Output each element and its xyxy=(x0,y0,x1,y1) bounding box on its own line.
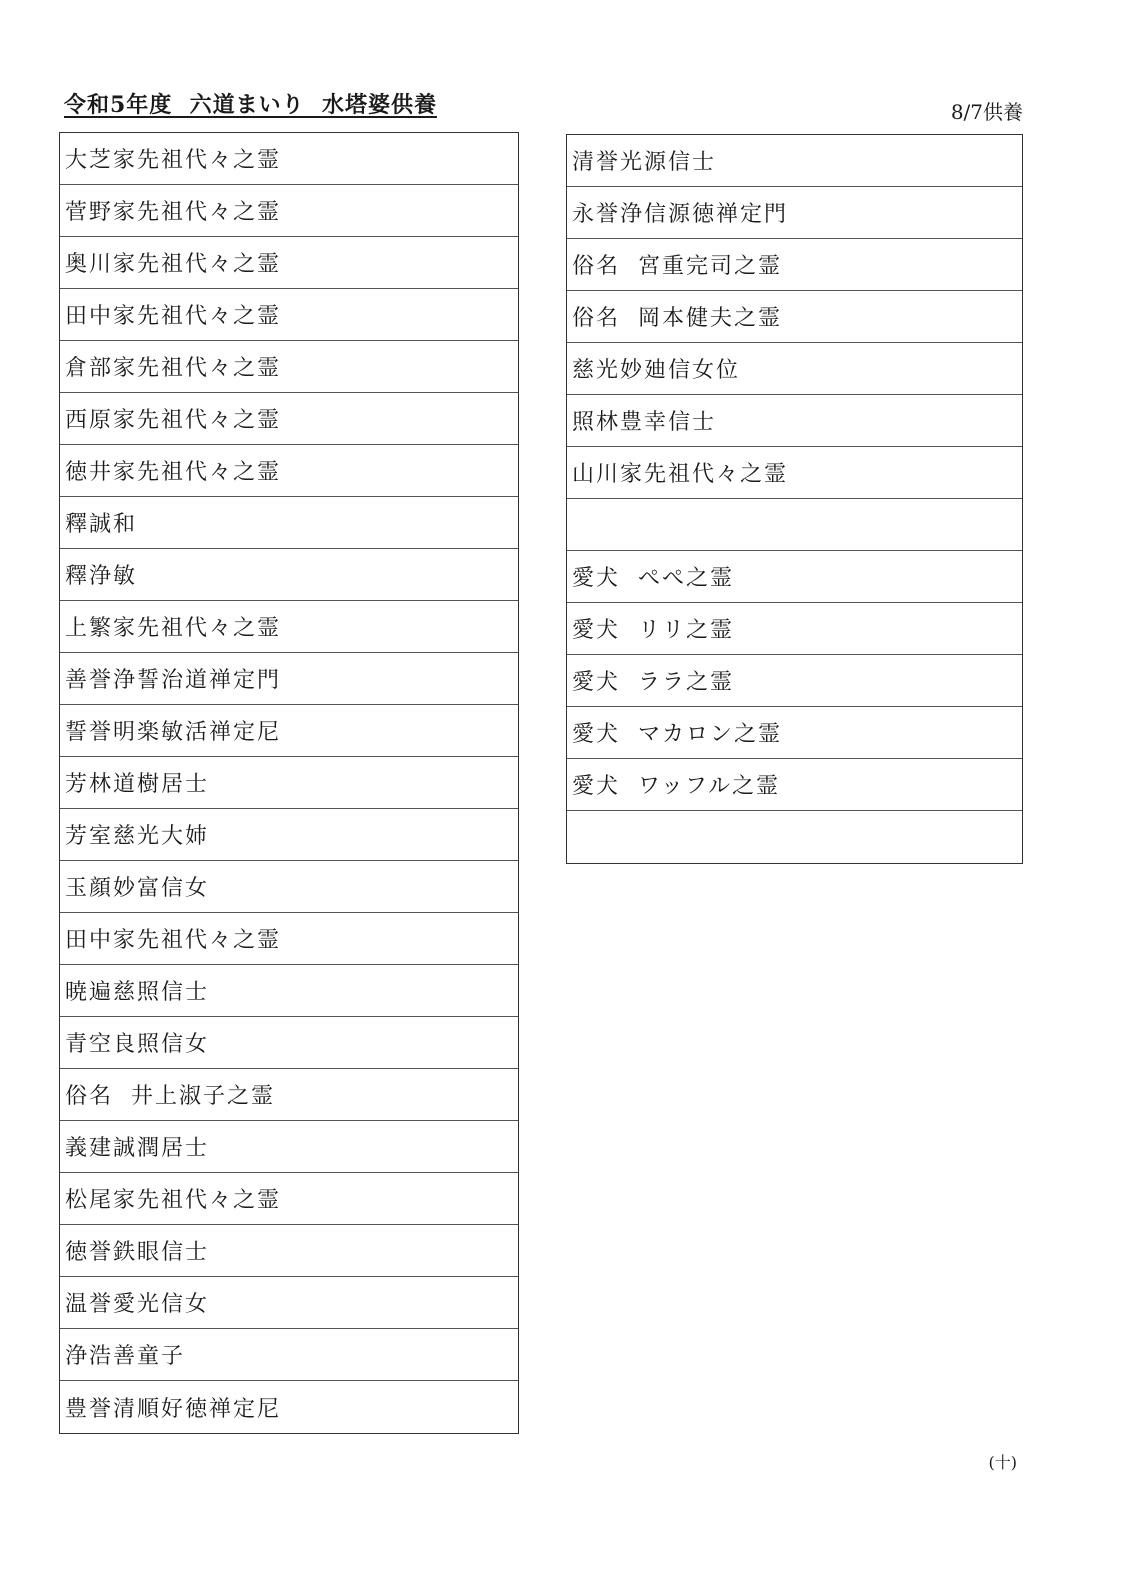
table-row: 釋浄敏 xyxy=(60,549,518,601)
table-row: 温誉愛光信女 xyxy=(60,1277,518,1329)
table-row: 田中家先祖代々之霊 xyxy=(60,913,518,965)
table-row: 西原家先祖代々之霊 xyxy=(60,393,518,445)
table-row: 倉部家先祖代々之霊 xyxy=(60,341,518,393)
table-row-empty xyxy=(567,499,1022,551)
table-row: 俗名 井上淑子之霊 xyxy=(60,1069,518,1121)
table-row: 善誉浄誓治道禅定門 xyxy=(60,653,518,705)
table-row: 浄浩善童子 xyxy=(60,1329,518,1381)
table-row: 照林豊幸信士 xyxy=(567,395,1022,447)
document-title: 令和5年度 六道まいり 水塔婆供養 xyxy=(64,92,437,118)
table-row: 菅野家先祖代々之霊 xyxy=(60,185,518,237)
table-row: 豊誉清順好徳禅定尼 xyxy=(65,1396,282,1422)
table-row: 愛犬 ララ之霊 xyxy=(567,655,1022,707)
table-row: 松尾家先祖代々之霊 xyxy=(60,1173,518,1225)
left-name-table xyxy=(59,132,519,1434)
table-row: 義建誠潤居士 xyxy=(60,1121,518,1173)
table-row: 上繁家先祖代々之霊 xyxy=(60,601,518,653)
table-row: 芳林道樹居士 xyxy=(60,757,518,809)
table-row: 青空良照信女 xyxy=(60,1017,518,1069)
offering-date: 8/7供養 xyxy=(950,100,1023,124)
table-row: 愛犬 ワッフル之霊 xyxy=(567,759,1022,811)
table-row: 愛犬 マカロン之霊 xyxy=(567,707,1022,759)
table-row: 徳井家先祖代々之霊 xyxy=(60,445,518,497)
table-row: 釋誠和 xyxy=(60,497,518,549)
table-row: 誓誉明楽敏活禅定尼 xyxy=(60,705,518,757)
table-row: 永誉浄信源徳禅定門 xyxy=(567,187,1022,239)
page-number: (十) xyxy=(988,1453,1017,1472)
table-row: 大芝家先祖代々之霊 xyxy=(60,133,518,185)
table-row: 山川家先祖代々之霊 xyxy=(567,447,1022,499)
table-row: 田中家先祖代々之霊 xyxy=(60,289,518,341)
table-row: 奥川家先祖代々之霊 xyxy=(60,237,518,289)
table-row: 俗名 宮重完司之霊 xyxy=(567,239,1022,291)
table-row: 愛犬 ぺぺ之霊 xyxy=(567,551,1022,603)
table-row: 慈光妙廸信女位 xyxy=(567,343,1022,395)
table-row: 徳誉鉄眼信士 xyxy=(60,1225,518,1277)
right-name-table xyxy=(566,134,1023,864)
table-row: 俗名 岡本健夫之霊 xyxy=(567,291,1022,343)
table-row-empty xyxy=(567,811,1022,863)
table-row: 芳室慈光大姉 xyxy=(60,809,518,861)
table-row: 玉顔妙富信女 xyxy=(60,861,518,913)
table-row: 暁遍慈照信士 xyxy=(60,965,518,1017)
table-row: 清誉光源信士 xyxy=(567,135,1022,187)
table-row: 愛犬 リリ之霊 xyxy=(567,603,1022,655)
